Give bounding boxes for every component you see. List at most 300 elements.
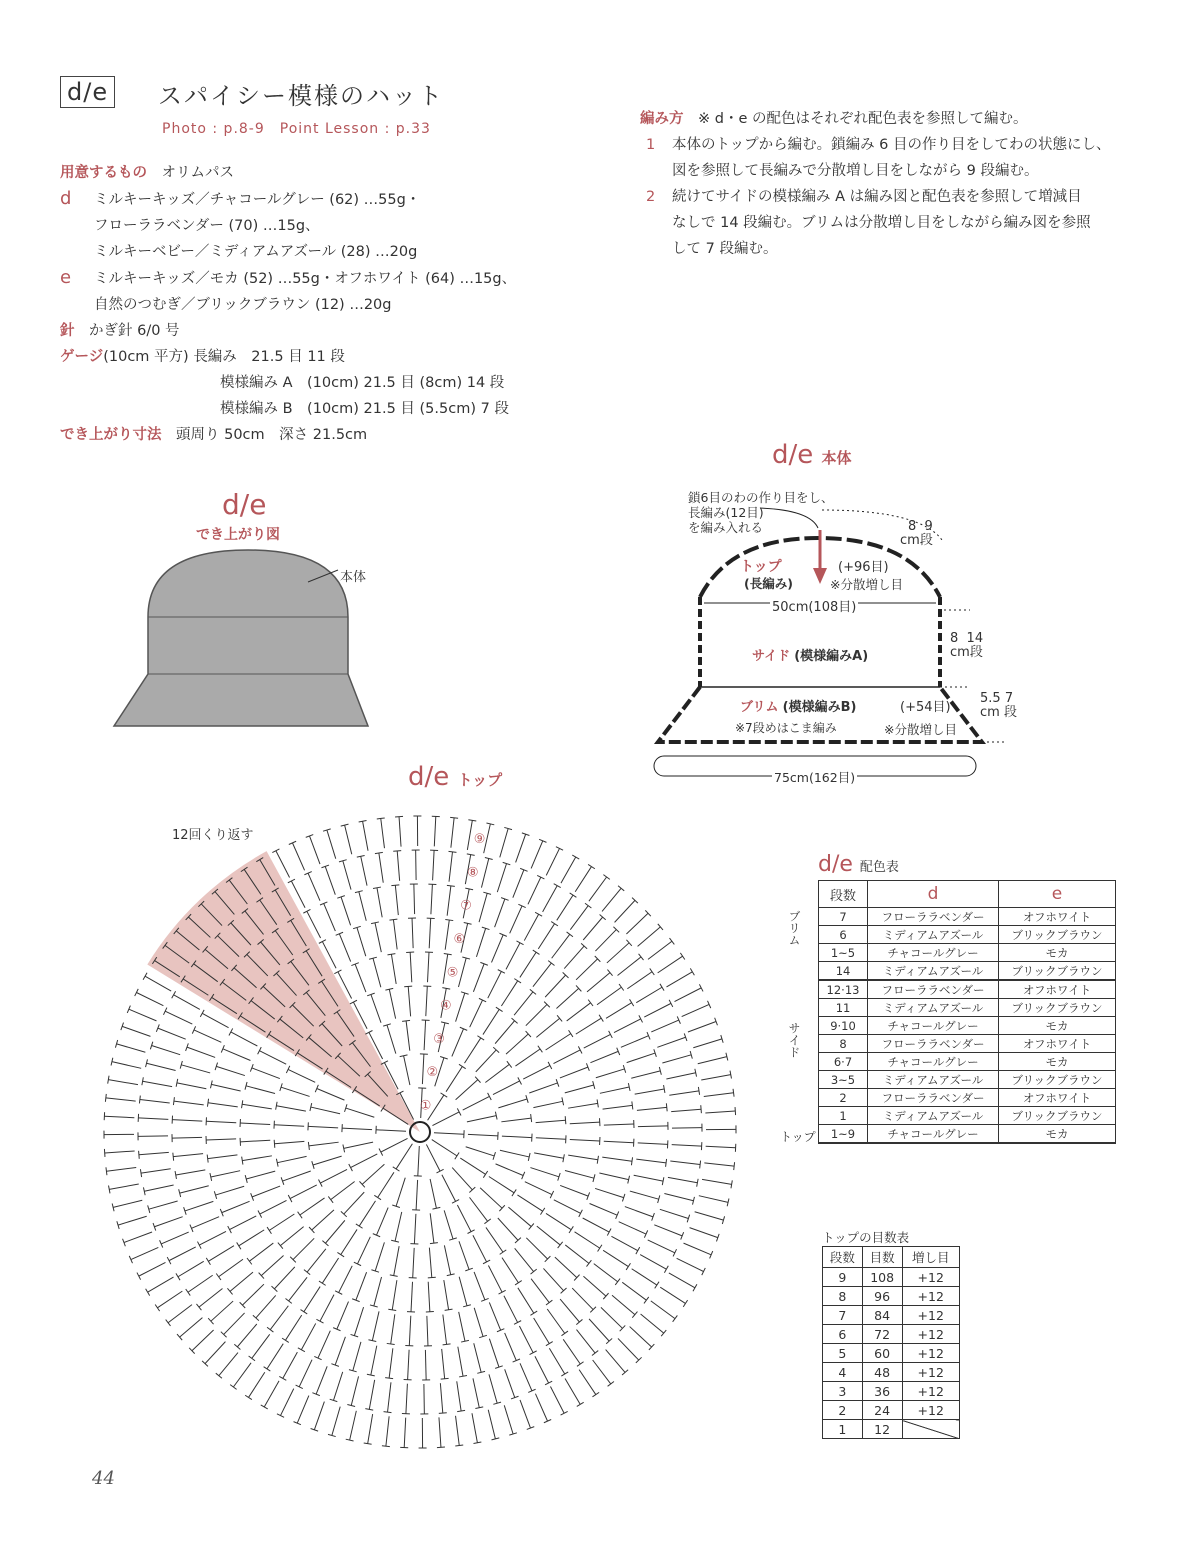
stitch [408,986,410,1016]
color-table-cell: フローララベンダー [868,1035,999,1053]
stitch [546,1034,571,1050]
stitch [260,1200,287,1214]
stitch [118,1216,147,1225]
stitch-top [428,1277,436,1278]
stitch [589,877,607,901]
stitch-top [512,1189,516,1196]
stitch [427,1316,428,1346]
count-table [822,1246,960,1439]
stitch [651,1020,679,1032]
stitch [702,1179,732,1184]
count-table-cell: +12 [902,1382,960,1401]
round-number: ⑥ [453,931,466,947]
stitch [270,1306,288,1330]
stitch [199,1288,223,1307]
color-table-cell: オフホワイト [998,908,1115,926]
color-table-cell: 6 [819,926,868,944]
round-number: ⑤ [446,965,459,981]
stitch-top [228,1226,232,1233]
stitch-top [569,1226,573,1233]
stitch [638,927,661,946]
stitch [246,1086,275,1094]
stitch-top [334,970,341,974]
count-table-cell: 96 [862,1287,902,1306]
color-table-cell: 8 [819,1035,868,1053]
stitch [343,861,351,890]
stitch-top [216,1273,221,1279]
stitch-top [459,1064,466,1068]
stitch-top [548,961,554,966]
stitch [579,1370,596,1395]
color-table-cell: チャコールグレー [868,1017,999,1035]
stitch [476,1050,496,1072]
stitch [418,1146,419,1176]
hat-shape [114,550,368,726]
stitch [557,895,573,920]
stitch-top [444,954,452,955]
color-table-cell: 2 [819,1089,868,1107]
stitch-top [365,1409,373,1410]
stitch [124,1232,152,1242]
stitch-top [393,1167,400,1171]
stitch [426,986,427,1016]
stitch [205,1342,225,1364]
stitch-top [382,1446,390,1447]
top-crochet-chart [90,800,750,1460]
count-table-cell: 7 [823,1306,863,1325]
instructions-section [640,106,1180,262]
stitch-top [554,884,561,888]
stitch-top [700,1161,701,1169]
side-label: サイド (模様編みA) [752,649,869,664]
stitch [565,1170,594,1178]
stitch-top [563,1154,564,1162]
stitch-top [609,1031,613,1038]
brim-label: ブリム (模様編みB) [740,700,857,715]
stitch [371,1346,377,1375]
stitch-top [551,922,558,926]
stitch [698,1057,727,1064]
stitch [615,900,635,922]
stitch-top [733,1089,734,1097]
stitch [443,1315,447,1345]
count-table-cell: +12 [902,1325,960,1344]
stitch [568,1103,598,1108]
stitch [480,1188,502,1208]
stitch [618,957,642,976]
stitch [593,1360,611,1384]
count-table-row [823,1325,960,1344]
brim-increase: (+54目) [900,700,951,715]
count-table-cell: 12 [862,1420,902,1439]
stitch [488,971,502,998]
stitch [534,1318,550,1344]
stitch-top [498,970,505,974]
stitch-top [319,1281,326,1285]
color-table-cell: モカ [998,1125,1115,1144]
stitch [458,1347,463,1377]
stitch-top [639,954,644,960]
stitch [572,1288,593,1309]
stitch [599,1173,628,1180]
stitch [638,1126,668,1127]
stitch [424,1020,425,1050]
stitch [486,1227,503,1252]
brim-increase-note: ※分散増し目 [884,722,957,737]
stitch [375,1242,384,1271]
count-table-cell: 8 [823,1287,863,1306]
stitch [601,1307,623,1328]
stitch [274,1141,304,1143]
stitch [444,1280,449,1310]
stitch-top [697,1179,698,1187]
stitch-top [105,1094,106,1102]
stitch-top [450,817,458,818]
stitch [488,1265,502,1292]
stitch [498,1099,527,1108]
stitch-top [449,851,457,852]
stitch-top [626,1263,630,1270]
count-table-row [823,1363,960,1382]
stitch [458,958,466,987]
stitch [498,1218,518,1240]
stitch-top [531,1114,532,1122]
stitch-top [430,1243,438,1244]
stitch-top [572,855,579,859]
stitch-top [535,912,542,916]
stitch [648,941,672,959]
stitch [138,1118,168,1119]
stitch [607,943,629,963]
stitch [317,1088,345,1100]
stitch-top [354,1262,361,1265]
stitch [359,1201,375,1226]
color-table-cell: ブリックブラウン [998,962,1115,981]
stitch-top [578,1046,582,1053]
stitch [280,1227,303,1246]
color-table-cell: ブリックブラウン [998,1071,1115,1089]
stitch [597,987,621,1005]
dim-top: 8 9 cm段 [900,519,933,548]
stitch [664,1193,693,1200]
stitch [554,1200,581,1214]
stitch [473,964,484,992]
stitch [346,1108,375,1117]
stitch-top [173,1153,174,1161]
materials-section [60,160,620,448]
stitch [337,1302,349,1330]
stitch-top [304,1270,310,1275]
group-top: トップ [780,1130,816,1144]
stitch [515,1049,540,1066]
round-number: ② [426,1065,439,1081]
color-table-row [819,999,1116,1017]
stitch-top [655,1282,659,1289]
color-table-cell: ミディアムアズール [868,1107,999,1125]
instructions-note: ※ d・e の配色はそれぞれ配色表を参照して編む。 [698,111,1028,127]
stitch [705,1111,735,1113]
stitch [242,1104,272,1109]
stitch [474,1308,483,1337]
stitch-top [166,1320,171,1326]
round-number: ① [419,1098,432,1114]
color-table-row [819,1125,1116,1144]
stitch [274,1125,304,1126]
stitch [547,1309,565,1333]
stitch [230,1216,257,1230]
stitch [488,1410,495,1439]
stitch [500,1150,529,1157]
stitch-top [514,979,521,983]
stitch-top [272,849,279,853]
stitch-top [167,1257,171,1264]
repeat-note: 12回くり返す [172,828,254,843]
stitch [342,1128,372,1129]
stitch [556,988,578,1008]
stitch-top [216,1373,222,1378]
stitch-top [261,1405,268,1409]
stitch [242,1284,263,1305]
stitch-top [137,1273,141,1280]
stitch-top [278,1243,283,1249]
stitch [357,927,366,956]
stitch-top [385,1378,393,1379]
stitch [520,1363,532,1391]
stitch-top [143,973,147,980]
stitch-top [298,1348,305,1352]
page-title: スパイシー模様のハット [158,82,444,110]
stitch [614,1019,641,1033]
stitch [145,976,171,991]
step-2-line-b: なしで 14 段編む。ブリムは分散増し目をしながら編み図を参照 [672,215,1091,231]
stitch-top [608,1382,614,1387]
count-table-cell: +12 [902,1344,960,1363]
color-table-row [819,1089,1116,1107]
stitch [422,1054,423,1084]
stitch [654,1225,682,1236]
stitch-top [561,1331,567,1336]
stitch [537,1226,560,1245]
stitch [332,1407,340,1436]
stitch [675,988,702,1002]
stitch-top [108,1076,109,1084]
stitch-top [230,1385,236,1390]
stitch [339,1266,353,1293]
count-table-cell: 48 [862,1363,902,1382]
gauge-3: 模様編み B (10cm) 21.5 目 (5.5cm) 7 段 [220,401,509,417]
color-table-cell: モカ [998,944,1115,962]
stitch [460,1158,485,1174]
stitch [416,1180,417,1210]
stitch [335,1337,345,1365]
stitch-top [518,1077,522,1084]
stitch [637,1107,667,1110]
stitch-top [577,1402,584,1406]
stitch-top [200,1010,204,1017]
color-table-cell: フローララベンダー [868,908,999,926]
count-table-cell: 24 [862,1401,902,1420]
stitch [513,870,524,898]
stitch-top [249,1356,255,1361]
top-label: トップ [740,559,782,575]
stitch-top [387,954,395,955]
stitch [404,1418,405,1448]
stitch-top [734,1162,735,1170]
stitch [372,1311,379,1340]
stitch-top [530,989,536,994]
stitch [173,1154,203,1157]
stitch [667,972,693,987]
stitch-top [349,1164,353,1171]
stitch [249,1372,265,1397]
e-line-2: 自然のつむぎ／ブリックブラウン (12) …20g [94,297,392,313]
stitch-top [579,1210,583,1217]
stitch-top [402,1020,410,1021]
stitch-top [459,1376,467,1377]
stitch [604,1141,634,1142]
stitch [431,884,432,914]
instructions-heading: 編み方 [640,111,684,127]
stitch [280,1389,293,1416]
stitch [635,1089,665,1094]
stitch-top [500,1250,507,1255]
stitch [530,1168,559,1177]
stitch [249,1243,273,1261]
stitch [300,1198,325,1215]
stitch [535,1394,547,1421]
color-table-cell: ミディアムアズール [868,962,999,981]
stitch-top [163,1008,166,1015]
stitch [282,1171,310,1181]
e-line-1: ミルキーキッズ／モカ (52) …55g・オフホワイト (64) …15g、 [94,271,517,287]
stitch-top [690,968,694,975]
stitch [301,1323,315,1349]
stitch [545,975,565,997]
stitch [216,1066,245,1075]
stitch [564,946,584,968]
stitch [177,1083,206,1089]
stitch [520,952,536,977]
stitch [394,1246,399,1276]
pattern-tag: d/e [60,76,115,108]
stitch [433,850,434,880]
step-2-line-a: 続けてサイドの模様編み A は編み図と配色表を参照して増減目 [672,189,1082,205]
stitch [397,851,399,881]
stitch [283,1352,298,1378]
stitch [432,1112,459,1126]
stitch [489,1302,500,1330]
stitch [276,1106,306,1111]
stitch [568,1155,598,1160]
stitch-top [557,1015,562,1021]
color-table-cell: モカ [998,1017,1115,1035]
d-line-2: フローララベンダー (70) …15g、 [94,218,320,234]
stitch [662,1055,691,1063]
stitch-top [636,1247,640,1254]
stitch-top [308,1142,309,1150]
stitch [658,956,683,973]
stitch-top [186,1289,191,1296]
stitch-top [650,968,655,975]
color-table-cell: ミディアムアズール [868,926,999,944]
stitch [281,1087,310,1096]
stitch [669,1091,699,1095]
stitch [505,1369,515,1397]
stitch [595,1188,624,1197]
stitch-top [565,1116,566,1124]
stitch-top [229,1028,233,1035]
count-table-cell: +12 [902,1287,960,1306]
stitch-top [387,1343,395,1344]
stitch [144,1185,173,1191]
stitch [428,1282,430,1312]
stitch-top [437,1169,444,1173]
stitch [561,857,576,883]
stitch [456,1080,478,1100]
stitch [105,1151,135,1153]
stitch-top [477,1036,484,1040]
stitch [704,1093,734,1097]
color-table-cell: フローララベンダー [868,980,999,999]
stitch-top [443,1344,451,1345]
stitch [529,1083,557,1093]
stitch [576,959,597,980]
count-table-row [823,1344,960,1363]
stitch-top [619,984,624,990]
stitch [389,989,395,1018]
color-table-cell: 3~5 [819,1071,868,1089]
stitch [470,1000,483,1027]
stitch [188,1275,213,1292]
color-table-cell: 1 [819,1107,868,1125]
stitch [504,1405,513,1434]
stitch-top [567,932,573,937]
stitch-top [441,1093,448,1097]
stitch [224,1313,245,1335]
stitch [233,1363,251,1387]
stitch [439,1417,441,1447]
stitch [174,1101,204,1105]
stitch [520,1400,530,1428]
stitch-top [207,1099,208,1107]
stitch [638,1143,668,1144]
stitch [320,1295,334,1322]
stitch [604,1124,634,1125]
stitch [393,920,397,950]
count-table-row [823,1420,960,1439]
stitch-top [467,854,475,855]
materials-heading: 用意するもの [60,165,147,181]
stitch-top [384,1412,392,1413]
stitch [612,1295,635,1314]
stitch [369,1380,374,1410]
stitch [246,1171,275,1179]
finished-subtitle: でき上がり図 [196,527,280,543]
stitch [567,1003,591,1021]
brim-note: ※7段めはこま編み [735,721,837,735]
stitch-top [588,864,595,868]
stitch-top [468,1230,475,1234]
stitch [410,952,412,982]
stitch [307,1249,326,1272]
stitch-top [479,998,486,1001]
color-table-cell: 11 [819,999,868,1017]
stitch [466,1147,495,1156]
stitch [481,859,488,888]
stitch [434,816,435,846]
stitch-top [146,1289,150,1296]
stitch [630,1191,659,1199]
